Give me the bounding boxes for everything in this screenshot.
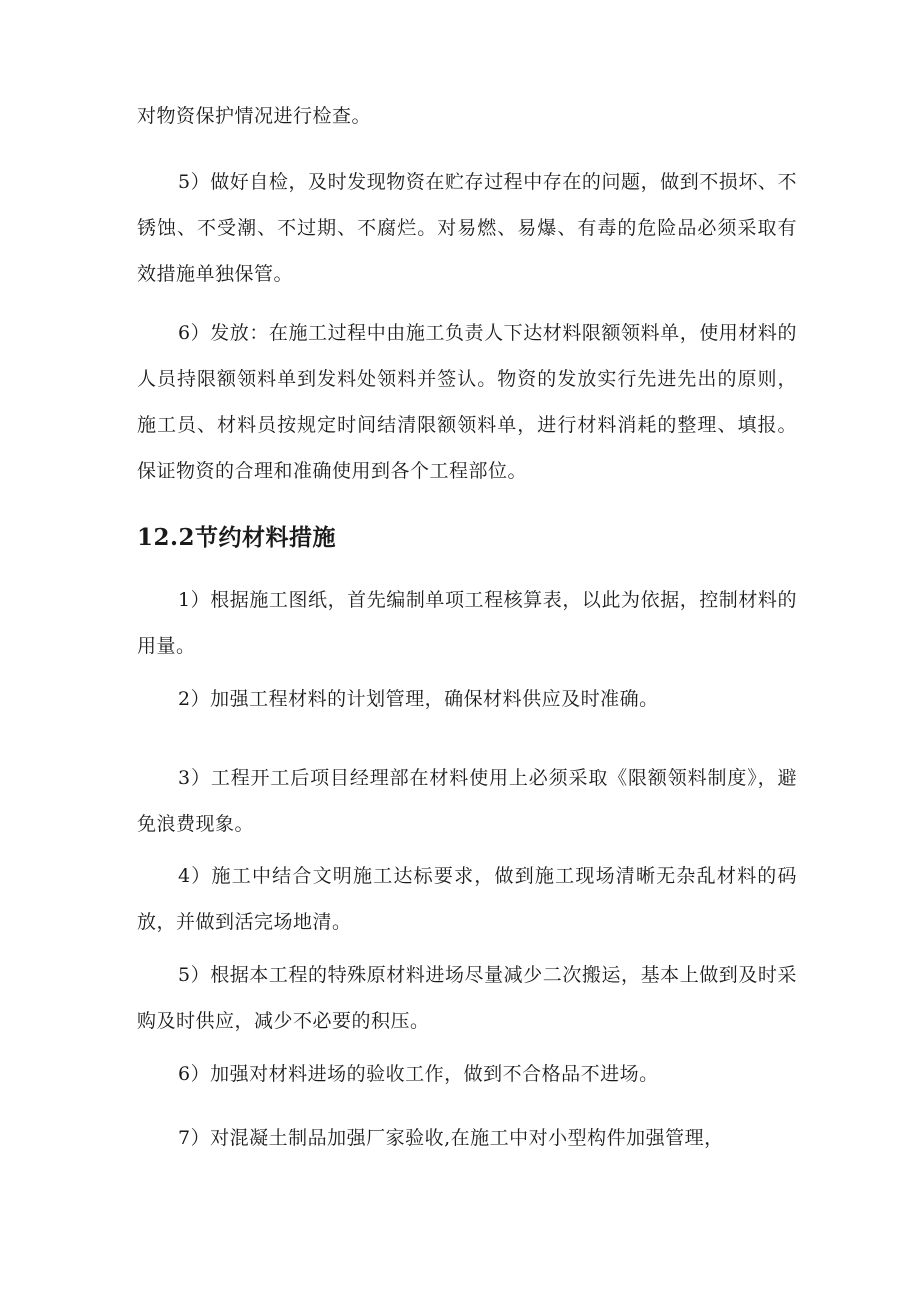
paragraph-measure-5: 5）根据本工程的特殊原材料进场尽量减少二次搬运，基本上做到及时采购及时供应，减少不必要的积压。 — [137, 964, 797, 1032]
paragraph-measure-3: 3）工程开工后项目经理部在材料使用上必须采取《限额领料制度》，避免浪费现象。 — [137, 767, 797, 835]
paragraph-item-6-distribution: 6）发放：在施工过程中由施工负责人下达材料限额领料单，使用材料的人员持限额领料单到发料处领料并签认。物资的发放实行先进先出的原则，施工员、材料员按规定时间结清限额领料单，进行材料消耗的整理、填报。保证物资的合理和准确使用到各个工程部位。 — [137, 322, 797, 482]
paragraph-continuation: 对物资保护情况进行检查。 — [137, 105, 372, 127]
paragraph-measure-4: 4）施工中结合文明施工达标要求，做到施工现场清晰无杂乱材料的码放，并做到活完场地清。 — [137, 865, 797, 933]
paragraph-measure-2: 2）加强工程材料的计划管理，确保材料供应及时准确。 — [178, 688, 659, 710]
paragraph-measure-7: 7）对混凝土制品加强厂家验收,在施工中对小型构件加强管理， — [178, 1127, 724, 1149]
paragraph-measure-6: 6）加强对材料进场的验收工作，做到不合格品不进场。 — [178, 1063, 659, 1085]
paragraph-item-5-self-check: 5）做好自检，及时发现物资在贮存过程中存在的问题，做到不损坏、不锈蚀、不受潮、不过期、不腐烂。对易燃、易爆、有毒的危险品必须采取有效措施单独保管。 — [137, 171, 797, 285]
section-heading: 12.2节约材料措施 — [137, 524, 337, 551]
paragraph-measure-1: 1）根据施工图纸，首先编制单项工程核算表，以此为依据，控制材料的用量。 — [137, 589, 797, 657]
